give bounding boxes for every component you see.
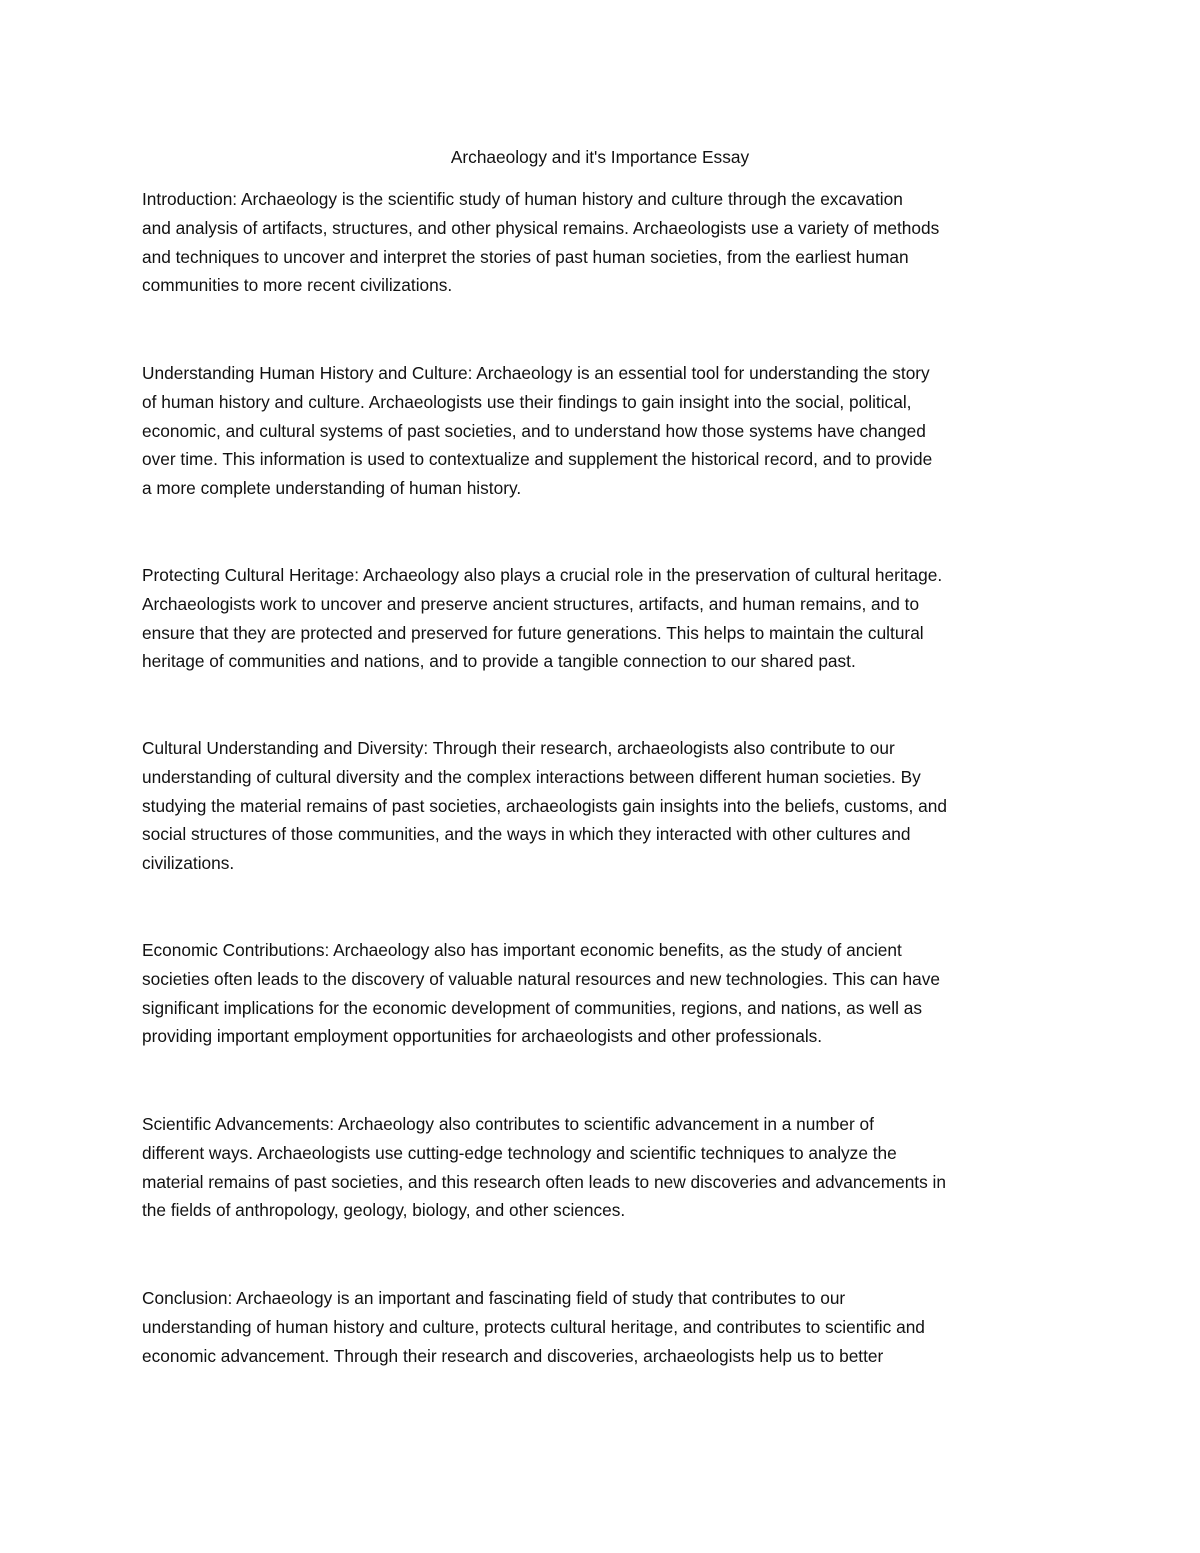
paragraph-line: economic, and cultural systems of past societies, and to understand how those systems have changed	[142, 420, 926, 441]
paragraph-line: the fields of anthropology, geology, biology, and other sciences.	[142, 1200, 626, 1221]
paragraph-line: and analysis of artifacts, structures, and other physical remains. Archaeologists use a variety of methods	[142, 217, 940, 238]
paragraph-understanding-history	[142, 359, 1062, 503]
paragraph-line: understanding of cultural diversity and the complex interactions between different human societies. By	[142, 766, 921, 787]
paragraph-scientific-advancements	[142, 1110, 1062, 1225]
paragraph-line: Economic Contributions: Archaeology also has important economic benefits, as the study of ancient	[142, 940, 902, 960]
paragraph-line: studying the material remains of past societies, archaeologists gain insights into the beliefs, customs, and	[142, 795, 947, 816]
paragraph-cultural-diversity	[142, 734, 1062, 878]
paragraph-line: communities to more recent civilizations.	[142, 275, 453, 296]
paragraph-economic-contributions	[142, 936, 1062, 1051]
paragraph-line: Scientific Advancements: Archaeology also contributes to scientific advancement in a number of	[142, 1114, 874, 1134]
paragraph-line: material remains of past societies, and this research often leads to new discoveries and advancements in	[142, 1171, 946, 1192]
paragraph-line: civilizations.	[142, 853, 235, 874]
paragraph-line: Archaeologists work to uncover and preserve ancient structures, artifacts, and human remains, and to	[142, 593, 920, 614]
paragraph-line: of human history and culture. Archaeologists use their findings to gain insight into the social, political,	[142, 391, 912, 412]
paragraph-line: and techniques to uncover and interpret the stories of past human societies, from the earliest human	[142, 246, 909, 267]
paragraph-line: over time. This information is used to contextualize and supplement the historical record, and to provide	[142, 449, 933, 470]
paragraph-line: Conclusion: Archaeology is an important and fascinating field of study that contributes to our	[142, 1288, 846, 1308]
paragraph-introduction	[142, 185, 1062, 300]
paragraph-line: understanding of human history and culture, protects cultural heritage, and contributes to scientific and	[142, 1316, 925, 1337]
paragraph-line: different ways. Archaeologists use cutting-edge technology and scientific techniques to analyze the	[142, 1142, 897, 1163]
paragraph-line: Protecting Cultural Heritage: Archaeology also plays a crucial role in the preservation of cultural heritage.	[142, 565, 943, 585]
paragraph-protecting-heritage	[142, 561, 1062, 676]
paragraph-line: economic advancement. Through their research and discoveries, archaeologists help us to better	[142, 1345, 884, 1366]
paragraph-line: a more complete understanding of human history.	[142, 478, 522, 499]
paragraph-line: social structures of those communities, and the ways in which they interacted with other cultures and	[142, 824, 911, 845]
paragraph-line: Introduction: Archaeology is the scientific study of human history and culture through the excavation	[142, 189, 903, 209]
paragraph-line: Understanding Human History and Culture: Archaeology is an essential tool for understanding the story	[142, 363, 930, 383]
document-title: Archaeology and it's Importance Essay	[450, 147, 750, 167]
paragraph-line: societies often leads to the discovery of valuable natural resources and new technologies. This can have	[142, 968, 940, 989]
paragraph-line: heritage of communities and nations, and to provide a tangible connection to our shared past.	[142, 651, 856, 672]
paragraph-line: significant implications for the economic development of communities, regions, and nations, as well as	[142, 997, 922, 1018]
paragraph-line: ensure that they are protected and preserved for future generations. This helps to maintain the cultural	[142, 622, 924, 643]
paragraph-line: Cultural Understanding and Diversity: Through their research, archaeologists also contribute to our	[142, 738, 895, 758]
paragraph-line: providing important employment opportunities for archaeologists and other professionals.	[142, 1026, 823, 1047]
paragraph-conclusion	[142, 1284, 1062, 1370]
